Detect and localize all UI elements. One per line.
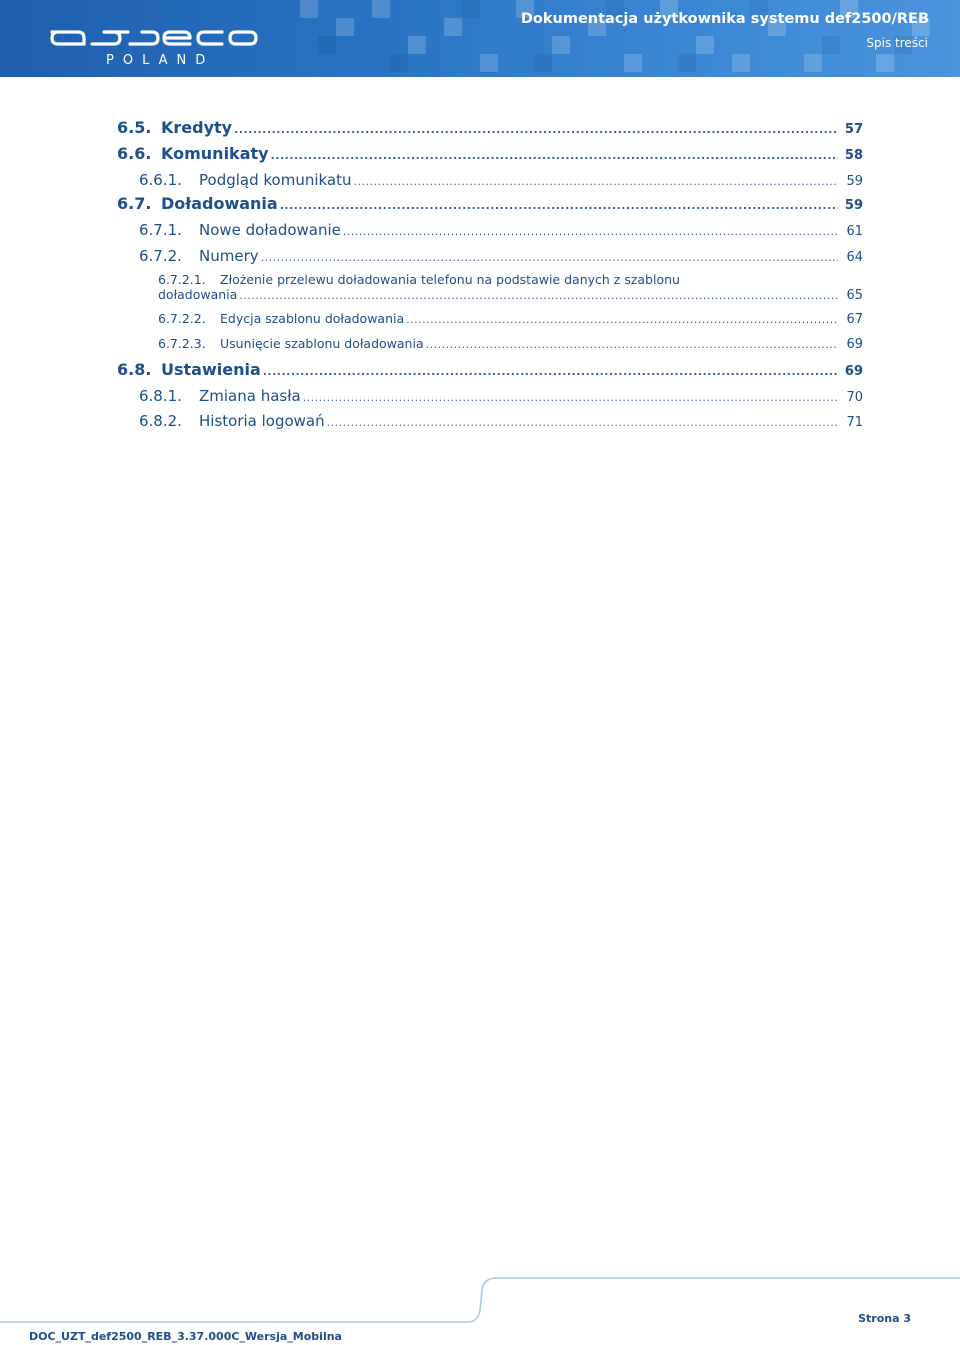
toc-entry-multiline[interactable] — [158, 272, 680, 287]
toc-page-number: 67 — [846, 312, 863, 327]
toc-page-number: 65 — [846, 288, 863, 303]
toc-title: Kredyty — [161, 118, 233, 137]
toc-title: Doładowania — [161, 194, 278, 213]
toc-page-number: 71 — [846, 415, 863, 430]
document-title: Dokumentacja użytkownika systemu def2500/REB — [520, 11, 929, 27]
toc-number: 6.7.2.2. — [158, 311, 206, 326]
toc-entry[interactable] — [117, 144, 863, 163]
section-title: Spis treści — [866, 36, 928, 50]
toc-title: Historia logowań — [199, 412, 325, 430]
toc-title: Usunięcie szablonu doładowania — [220, 336, 424, 351]
toc-title: Nowe doładowanie — [199, 221, 341, 239]
toc-leader-dots — [271, 149, 838, 162]
toc-page-number: 59 — [846, 174, 863, 189]
toc-title: Złożenie przelewu doładowania telefonu na podstawie danych z szablonu — [220, 272, 680, 287]
toc-page-number: 57 — [844, 122, 863, 137]
logo-poland-text: POLAND — [106, 53, 215, 68]
toc-leader-dots — [263, 365, 838, 378]
toc-entry[interactable] — [117, 194, 863, 213]
toc-page-number: 61 — [846, 224, 863, 239]
page-header — [0, 0, 960, 77]
toc-page-number: 69 — [846, 337, 863, 352]
toc-leader-dots — [261, 251, 838, 264]
toc-leader-dots — [280, 199, 838, 212]
toc-number: 6.7. — [117, 194, 152, 213]
toc-number: 6.6.1. — [139, 171, 182, 189]
toc-title: Zmiana hasła — [199, 387, 301, 405]
toc-number: 6.8.1. — [139, 387, 182, 405]
toc-page-number: 58 — [844, 148, 863, 163]
toc-number: 6.7.2.1. — [158, 272, 206, 287]
toc-leader-dots — [406, 313, 838, 326]
toc-leader-dots — [303, 391, 838, 404]
toc-number: 6.8. — [117, 360, 152, 379]
toc-leader-dots — [327, 416, 838, 429]
toc-leader-dots — [239, 289, 838, 302]
toc-page-number: 64 — [846, 250, 863, 265]
toc-page-number: 59 — [844, 198, 863, 213]
toc-entry[interactable] — [158, 336, 863, 352]
toc-number: 6.5. — [117, 118, 152, 137]
toc-leader-dots — [426, 338, 838, 351]
toc-entry[interactable] — [158, 311, 863, 327]
toc-entry[interactable] — [139, 221, 863, 239]
toc-entry[interactable] — [139, 387, 863, 405]
toc-leader-dots — [343, 225, 838, 238]
toc-number: 6.7.1. — [139, 221, 182, 239]
toc-leader-dots — [234, 123, 838, 136]
toc-title: Numery — [199, 247, 259, 265]
toc-number: 6.7.2.3. — [158, 336, 206, 351]
toc-number: 6.8.2. — [139, 412, 182, 430]
footer-page-number: Strona 3 — [858, 1312, 911, 1325]
toc-entry[interactable] — [139, 247, 863, 265]
toc-leader-dots — [354, 175, 838, 188]
toc-entry[interactable] — [117, 360, 863, 379]
toc-page-number: 70 — [846, 390, 863, 405]
toc-entry[interactable] — [139, 171, 863, 189]
toc-title: Podgląd komunikatu — [199, 171, 352, 189]
toc-number: 6.7.2. — [139, 247, 182, 265]
toc-title-continuation: doładowania — [158, 287, 238, 302]
toc-entry[interactable] — [139, 412, 863, 430]
asseco-logo — [48, 22, 260, 68]
toc-entry-continuation[interactable] — [158, 287, 863, 303]
toc-title: Edycja szablonu doładowania — [220, 311, 405, 326]
toc-page-number: 69 — [844, 364, 863, 379]
toc-title: Ustawienia — [161, 360, 261, 379]
toc-number: 6.6. — [117, 144, 152, 163]
toc-entry[interactable] — [117, 118, 863, 137]
footer-document-id: DOC_UZT_def2500_REB_3.37.000C_Wersja_Mobilna — [29, 1330, 342, 1343]
toc-title: Komunikaty — [161, 144, 269, 163]
